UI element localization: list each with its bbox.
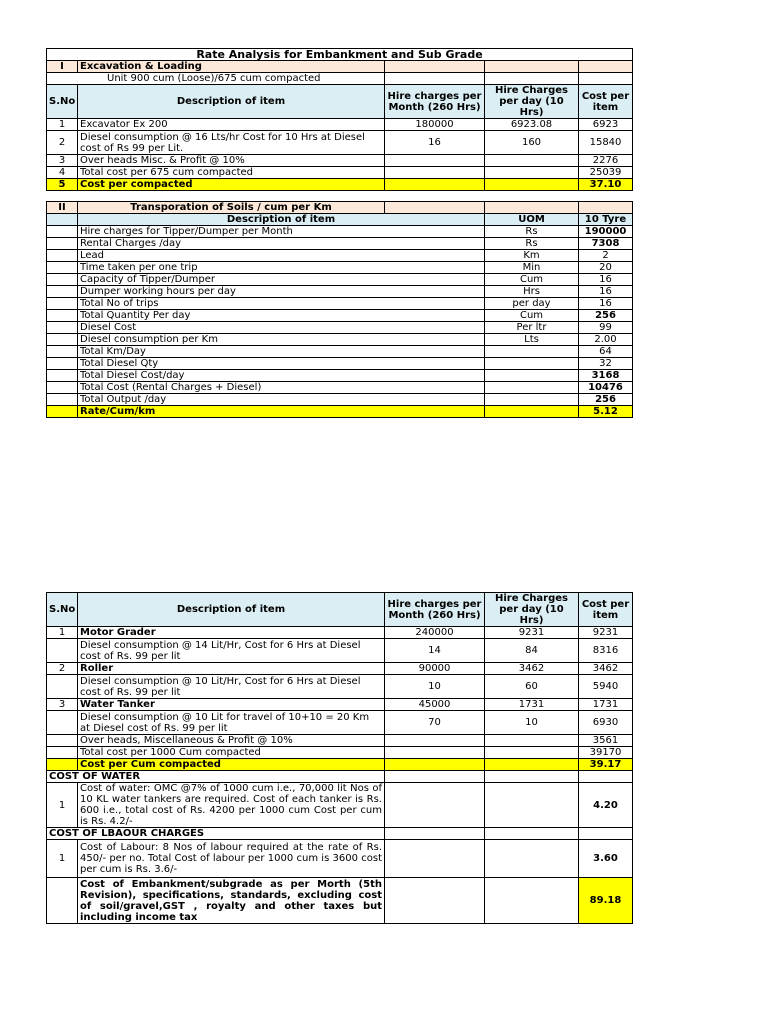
row-description: Total Diesel Cost/day — [78, 370, 485, 382]
row-cost: 37.10 — [579, 179, 633, 191]
row-cost: 15840 — [579, 131, 633, 155]
row-hire-month: 240000 — [385, 627, 485, 639]
row-description: Total cost per 675 cum compacted — [78, 167, 385, 179]
table-row — [47, 394, 633, 406]
row-hire-month — [385, 759, 485, 771]
row-hire-day — [485, 759, 579, 771]
row-sno — [47, 735, 78, 747]
table-row — [47, 250, 633, 262]
labour-description: Cost of Labour: 8 Nos of labour required at the rate of Rs. 450/- per no. Total Cost of labour per 1000 cum is 3600 cost per cum is Rs. 3.6/- — [78, 840, 385, 878]
row-description: Diesel consumption @ 16 Lts/hr Cost for 10 Hrs at Diesel cost of Rs 99 per Lit. — [78, 131, 385, 155]
labour-heading: COST OF LBAOUR CHARGES — [47, 828, 385, 840]
section-title: Transporation of Soils / cum per Km — [78, 202, 385, 214]
table-row — [47, 627, 633, 639]
header-hire-month: Hire charges per Month (260 Hrs) — [385, 593, 485, 627]
row-hire-day: 60 — [485, 675, 579, 699]
row-description: Dumper working hours per day — [78, 286, 485, 298]
row-description: Rate/Cum/km — [78, 406, 485, 418]
header-hire-day: Hire Charges per day (10 Hrs) — [485, 85, 579, 119]
header-sno: S.No — [47, 85, 78, 119]
header-10-tyre: 10 Tyre — [579, 214, 633, 226]
row-hire-day — [485, 747, 579, 759]
table-row — [47, 238, 633, 250]
table-row — [47, 346, 633, 358]
row-sno — [47, 639, 78, 663]
row-description: Diesel Cost — [78, 322, 485, 334]
row-sno — [47, 759, 78, 771]
row-hire-day: 84 — [485, 639, 579, 663]
row-hire-day: 3462 — [485, 663, 579, 675]
row-sno: 1 — [47, 627, 78, 639]
final-cost: 89.18 — [579, 878, 633, 924]
row-value: 7308 — [579, 238, 633, 250]
table-row — [47, 663, 633, 675]
row-description: Rental Charges /day — [78, 238, 485, 250]
row-cost: 8316 — [579, 639, 633, 663]
row-value: 5.12 — [579, 406, 633, 418]
row-sno: 2 — [47, 131, 78, 155]
table-row — [47, 406, 633, 418]
row-value: 32 — [579, 358, 633, 370]
row-uom — [485, 406, 579, 418]
header-uom: UOM — [485, 214, 579, 226]
row-description: Water Tanker — [78, 699, 385, 711]
header-description: Description of item — [78, 85, 385, 119]
table-row — [47, 370, 633, 382]
row-uom: Hrs — [485, 286, 579, 298]
row-description: Over heads, Miscellaneous & Profit @ 10% — [78, 735, 385, 747]
water-description: Cost of water: OMC @7% of 1000 cum i.e., 70,000 lit Nos of 10 KL water tankers are required. Cost of each tanker is Rs. 600 i.e., total cost of Rs. 4200 per 1000 cum Cost per cum is Rs. 4.2/- — [78, 783, 385, 828]
row-description: Total cost per 1000 Cum compacted — [78, 747, 385, 759]
header-hire-day: Hire Charges per day (10 Hrs) — [485, 593, 579, 627]
row-hire-day: 1731 — [485, 699, 579, 711]
row-sno: 1 — [47, 119, 78, 131]
row-description: Diesel consumption @ 10 Lit/Hr, Cost for 6 Hrs at Diesel cost of Rs. 99 per lit — [78, 675, 385, 699]
header-cost: Cost per item — [579, 593, 633, 627]
section-number: I — [47, 61, 78, 73]
row-hire-month: 14 — [385, 639, 485, 663]
header-sno: S.No — [47, 593, 78, 627]
rate-analysis-table-2 — [46, 592, 633, 924]
row-uom — [485, 370, 579, 382]
table-row — [47, 155, 633, 167]
row-description: Total Cost (Rental Charges + Diesel) — [78, 382, 485, 394]
table-row — [47, 119, 633, 131]
row-sno — [47, 711, 78, 735]
final-description: Cost of Embankment/subgrade as per Morth (5th Revision), specifications, standards, excluding cost of soil/gravel,GST , royalty and other taxes but including income tax — [78, 878, 385, 924]
table-row — [47, 639, 633, 663]
row-description: Total No of trips — [78, 298, 485, 310]
row-hire-day: 9231 — [485, 627, 579, 639]
table-row — [47, 131, 633, 155]
row-value: 16 — [579, 286, 633, 298]
row-hire-day: 10 — [485, 711, 579, 735]
table-row — [47, 699, 633, 711]
row-hire-day — [485, 735, 579, 747]
row-hire-month — [385, 735, 485, 747]
row-description: Total Km/Day — [78, 346, 485, 358]
table-row — [47, 747, 633, 759]
row-hire-day: 6923.08 — [485, 119, 579, 131]
rate-analysis-table-1 — [46, 48, 633, 418]
row-sno: 3 — [47, 155, 78, 167]
row-value: 256 — [579, 310, 633, 322]
row-description: Diesel consumption @ 10 Lit for travel of 10+10 = 20 Km at Diesel cost of Rs. 99 per lit — [78, 711, 385, 735]
row-value: 10476 — [579, 382, 633, 394]
row-uom: Rs — [485, 238, 579, 250]
row-uom: per day — [485, 298, 579, 310]
table-row — [47, 334, 633, 346]
row-value: 16 — [579, 274, 633, 286]
table-row — [47, 675, 633, 699]
row-description: Roller — [78, 663, 385, 675]
table-row — [47, 274, 633, 286]
table-row — [47, 179, 633, 191]
row-hire-month: 180000 — [385, 119, 485, 131]
header-cost: Cost per item — [579, 85, 633, 119]
table-row — [47, 167, 633, 179]
row-value: 64 — [579, 346, 633, 358]
row-description: Lead — [78, 250, 485, 262]
row-sno: 3 — [47, 699, 78, 711]
row-uom — [485, 358, 579, 370]
row-hire-month — [385, 747, 485, 759]
table-row — [47, 358, 633, 370]
labour-sno: 1 — [47, 840, 78, 878]
row-uom: Per ltr — [485, 322, 579, 334]
row-description: Hire charges for Tipper/Dumper per Month — [78, 226, 485, 238]
row-cost: 9231 — [579, 627, 633, 639]
row-value: 256 — [579, 394, 633, 406]
row-hire-month: 70 — [385, 711, 485, 735]
row-cost: 25039 — [579, 167, 633, 179]
row-description: Time taken per one trip — [78, 262, 485, 274]
row-uom — [485, 346, 579, 358]
row-description: Capacity of Tipper/Dumper — [78, 274, 485, 286]
row-hire-day: 160 — [485, 131, 579, 155]
row-value: 3168 — [579, 370, 633, 382]
row-uom — [485, 382, 579, 394]
unit-line: Unit 900 cum (Loose)/675 cum compacted — [47, 73, 385, 85]
row-value: 2.00 — [579, 334, 633, 346]
table-row — [47, 298, 633, 310]
row-hire-month: 16 — [385, 131, 485, 155]
row-description: Excavator Ex 200 — [78, 119, 385, 131]
row-cost: 39170 — [579, 747, 633, 759]
row-value: 20 — [579, 262, 633, 274]
row-cost: 3561 — [579, 735, 633, 747]
table-row — [47, 286, 633, 298]
table-title: Rate Analysis for Embankment and Sub Grade — [47, 49, 633, 61]
row-description: Cost per Cum compacted — [78, 759, 385, 771]
row-cost: 2276 — [579, 155, 633, 167]
row-cost: 6930 — [579, 711, 633, 735]
table-row — [47, 759, 633, 771]
row-uom: Km — [485, 250, 579, 262]
row-cost: 1731 — [579, 699, 633, 711]
row-description: Motor Grader — [78, 627, 385, 639]
row-description: Diesel consumption @ 14 Lit/Hr, Cost for 6 Hrs at Diesel cost of Rs. 99 per lit — [78, 639, 385, 663]
row-hire-month: 10 — [385, 675, 485, 699]
header-description: Description of item — [78, 214, 485, 226]
row-value: 16 — [579, 298, 633, 310]
row-value: 2 — [579, 250, 633, 262]
row-cost: 39.17 — [579, 759, 633, 771]
table-row — [47, 382, 633, 394]
table-row — [47, 262, 633, 274]
row-uom: Cum — [485, 274, 579, 286]
section-number: II — [47, 202, 78, 214]
row-sno: 5 — [47, 179, 78, 191]
row-description: Total Output /day — [78, 394, 485, 406]
row-description: Total Diesel Qty — [78, 358, 485, 370]
row-hire-month: 45000 — [385, 699, 485, 711]
row-description: Cost per compacted — [78, 179, 385, 191]
table-row — [47, 322, 633, 334]
water-heading: COST OF WATER — [47, 771, 385, 783]
row-cost: 5940 — [579, 675, 633, 699]
row-description: Over heads Misc. & Profit @ 10% — [78, 155, 385, 167]
row-cost: 3462 — [579, 663, 633, 675]
row-sno — [47, 675, 78, 699]
row-uom: Min — [485, 262, 579, 274]
row-uom — [485, 394, 579, 406]
header-hire-month: Hire charges per Month (260 Hrs) — [385, 85, 485, 119]
row-value: 190000 — [579, 226, 633, 238]
row-description: Total Quantity Per day — [78, 310, 485, 322]
water-sno: 1 — [47, 783, 78, 828]
row-hire-month: 90000 — [385, 663, 485, 675]
table-row — [47, 711, 633, 735]
row-uom: Lts — [485, 334, 579, 346]
row-sno: 4 — [47, 167, 78, 179]
table-row — [47, 226, 633, 238]
labour-cost: 3.60 — [579, 840, 633, 878]
table-row — [47, 310, 633, 322]
table-row — [47, 735, 633, 747]
header-description: Description of item — [78, 593, 385, 627]
section-title: Excavation & Loading — [78, 61, 385, 73]
water-cost: 4.20 — [579, 783, 633, 828]
row-sno: 2 — [47, 663, 78, 675]
row-sno — [47, 747, 78, 759]
row-cost: 6923 — [579, 119, 633, 131]
row-value: 99 — [579, 322, 633, 334]
row-description: Diesel consumption per Km — [78, 334, 485, 346]
row-uom: Rs — [485, 226, 579, 238]
row-uom: Cum — [485, 310, 579, 322]
